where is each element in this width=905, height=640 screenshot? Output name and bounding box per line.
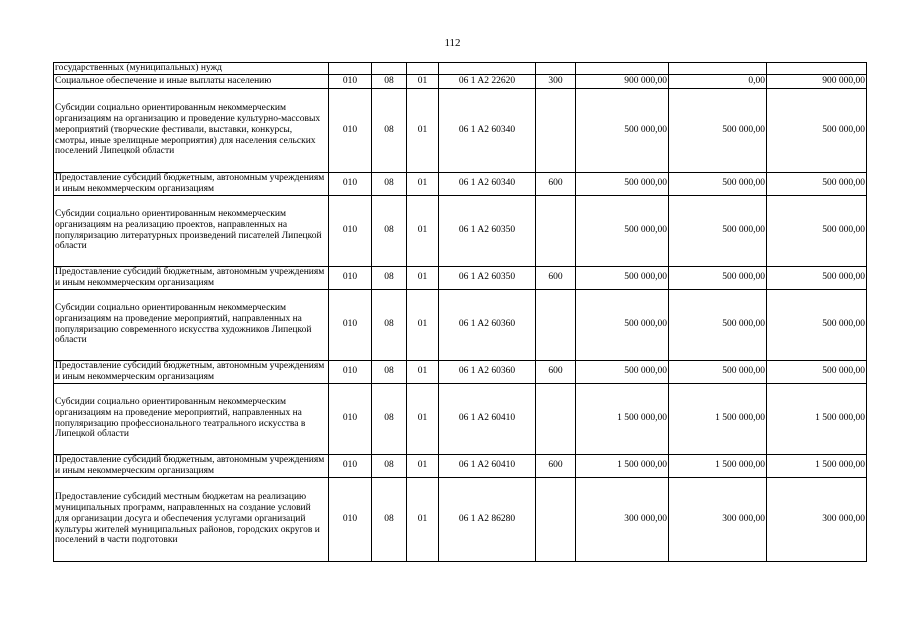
- subsection-code-cell: 01: [407, 477, 439, 561]
- amount-year2-cell: 0,00: [669, 74, 767, 88]
- target-article-cell: 06 1 A2 60350: [439, 195, 536, 266]
- section-code-cell: [372, 63, 407, 75]
- row-name-cell: Субсидии социально ориентированным некоммерческим организациям на проведение мероприятий, направленных на популяризацию современного искусства художников Липецкой области: [54, 289, 329, 360]
- expense-type-cell: 600: [536, 266, 576, 289]
- row-name-cell: Субсидии социально ориентированным некоммерческим организациям на реализацию проектов, направленных на популяризацию литературных произведений писателей Липецкой области: [54, 195, 329, 266]
- expense-type-cell: [536, 63, 576, 75]
- amount-year1-cell: 500 000,00: [576, 360, 669, 383]
- amount-year3-cell: 500 000,00: [767, 266, 867, 289]
- amount-year1-cell: 500 000,00: [576, 289, 669, 360]
- row-name-cell: Предоставление субсидий бюджетным, автономным учреждениям и иным некоммерческим организациям: [54, 454, 329, 477]
- amount-year3-cell: 900 000,00: [767, 74, 867, 88]
- ved-code-cell: 010: [329, 454, 372, 477]
- amount-year3-cell: 1 500 000,00: [767, 454, 867, 477]
- table-row: [54, 266, 867, 289]
- subsection-code-cell: 01: [407, 172, 439, 195]
- amount-year3-cell: [767, 63, 867, 75]
- target-article-cell: 06 1 A2 60410: [439, 383, 536, 454]
- expense-type-cell: [536, 195, 576, 266]
- table-row: [54, 454, 867, 477]
- section-code-cell: 08: [372, 360, 407, 383]
- subsection-code-cell: 01: [407, 289, 439, 360]
- expense-type-cell: 600: [536, 172, 576, 195]
- ved-code-cell: 010: [329, 383, 372, 454]
- amount-year2-cell: 500 000,00: [669, 289, 767, 360]
- target-article-cell: 06 1 A2 60350: [439, 266, 536, 289]
- ved-code-cell: 010: [329, 74, 372, 88]
- amount-year2-cell: 500 000,00: [669, 88, 767, 172]
- section-code-cell: 08: [372, 289, 407, 360]
- amount-year3-cell: 500 000,00: [767, 360, 867, 383]
- row-name-cell: Предоставление субсидий местным бюджетам на реализацию муниципальных программ, направленных на создание условий для организации досуга и обеспечения услугами организаций культуры жителей муниципальных районов, городских округов и поселений в части подготовки: [54, 477, 329, 561]
- subsection-code-cell: 01: [407, 454, 439, 477]
- target-article-cell: 06 1 A2 60340: [439, 88, 536, 172]
- target-article-cell: 06 1 A2 60360: [439, 289, 536, 360]
- section-code-cell: 08: [372, 195, 407, 266]
- section-code-cell: 08: [372, 383, 407, 454]
- amount-year3-cell: 500 000,00: [767, 195, 867, 266]
- subsection-code-cell: 01: [407, 74, 439, 88]
- expense-type-cell: [536, 289, 576, 360]
- target-article-cell: [439, 63, 536, 75]
- target-article-cell: 06 1 A2 60410: [439, 454, 536, 477]
- ved-code-cell: 010: [329, 88, 372, 172]
- ved-code-cell: 010: [329, 360, 372, 383]
- section-code-cell: 08: [372, 172, 407, 195]
- table-row: [54, 88, 867, 172]
- amount-year2-cell: 1 500 000,00: [669, 454, 767, 477]
- table-row: [54, 63, 867, 75]
- target-article-cell: 06 1 A2 86280: [439, 477, 536, 561]
- amount-year1-cell: 500 000,00: [576, 88, 669, 172]
- ved-code-cell: 010: [329, 266, 372, 289]
- row-name-cell: Субсидии социально ориентированным некоммерческим организациям на организацию и проведение культурно-массовых мероприятий (творческие фестивали, выставки, конкурсы, смотры, иные зрелищные мероприятия) для населения сельских поселений Липецкой области: [54, 88, 329, 172]
- amount-year1-cell: 500 000,00: [576, 266, 669, 289]
- row-name-cell: Субсидии социально ориентированным некоммерческим организациям на проведение мероприятий, направленных на популяризацию профессионального театрального искусства в Липецкой области: [54, 383, 329, 454]
- amount-year2-cell: 500 000,00: [669, 172, 767, 195]
- expense-type-cell: [536, 88, 576, 172]
- subsection-code-cell: 01: [407, 88, 439, 172]
- amount-year2-cell: 300 000,00: [669, 477, 767, 561]
- target-article-cell: 06 1 A2 60340: [439, 172, 536, 195]
- amount-year1-cell: 1 500 000,00: [576, 383, 669, 454]
- amount-year2-cell: [669, 63, 767, 75]
- amount-year2-cell: 500 000,00: [669, 195, 767, 266]
- table-row: [54, 383, 867, 454]
- amount-year1-cell: 900 000,00: [576, 74, 669, 88]
- table-body: [54, 63, 867, 562]
- expense-type-cell: [536, 383, 576, 454]
- ved-code-cell: 010: [329, 477, 372, 561]
- ved-code-cell: 010: [329, 289, 372, 360]
- section-code-cell: 08: [372, 88, 407, 172]
- section-code-cell: 08: [372, 454, 407, 477]
- expense-type-cell: 600: [536, 454, 576, 477]
- amount-year1-cell: 500 000,00: [576, 172, 669, 195]
- table-row: [54, 477, 867, 561]
- amount-year3-cell: 500 000,00: [767, 88, 867, 172]
- subsection-code-cell: 01: [407, 383, 439, 454]
- ved-code-cell: [329, 63, 372, 75]
- budget-table: [53, 62, 867, 562]
- row-name-cell: Предоставление субсидий бюджетным, автономным учреждениям и иным некоммерческим организациям: [54, 360, 329, 383]
- amount-year1-cell: 500 000,00: [576, 195, 669, 266]
- amount-year3-cell: 500 000,00: [767, 172, 867, 195]
- table-row: [54, 172, 867, 195]
- subsection-code-cell: 01: [407, 195, 439, 266]
- table-row: [54, 195, 867, 266]
- section-code-cell: 08: [372, 477, 407, 561]
- subsection-code-cell: 01: [407, 360, 439, 383]
- section-code-cell: 08: [372, 74, 407, 88]
- subsection-code-cell: [407, 63, 439, 75]
- row-name-cell: Предоставление субсидий бюджетным, автономным учреждениям и иным некоммерческим организациям: [54, 266, 329, 289]
- expense-type-cell: 300: [536, 74, 576, 88]
- amount-year1-cell: [576, 63, 669, 75]
- expense-type-cell: [536, 477, 576, 561]
- section-code-cell: 08: [372, 266, 407, 289]
- amount-year3-cell: 500 000,00: [767, 289, 867, 360]
- ved-code-cell: 010: [329, 195, 372, 266]
- amount-year1-cell: 1 500 000,00: [576, 454, 669, 477]
- target-article-cell: 06 1 A2 22620: [439, 74, 536, 88]
- amount-year2-cell: 500 000,00: [669, 266, 767, 289]
- amount-year2-cell: 500 000,00: [669, 360, 767, 383]
- expense-type-cell: 600: [536, 360, 576, 383]
- amount-year3-cell: 1 500 000,00: [767, 383, 867, 454]
- row-name-cell: Предоставление субсидий бюджетным, автономным учреждениям и иным некоммерческим организациям: [54, 172, 329, 195]
- table-row: [54, 289, 867, 360]
- table-row: [54, 74, 867, 88]
- row-name-cell: Социальное обеспечение и иные выплаты населению: [54, 74, 329, 88]
- target-article-cell: 06 1 A2 60360: [439, 360, 536, 383]
- table-row: [54, 360, 867, 383]
- page-number: 112: [444, 37, 461, 49]
- row-name-cell: государственных (муниципальных) нужд: [54, 63, 329, 75]
- ved-code-cell: 010: [329, 172, 372, 195]
- subsection-code-cell: 01: [407, 266, 439, 289]
- amount-year1-cell: 300 000,00: [576, 477, 669, 561]
- amount-year3-cell: 300 000,00: [767, 477, 867, 561]
- amount-year2-cell: 1 500 000,00: [669, 383, 767, 454]
